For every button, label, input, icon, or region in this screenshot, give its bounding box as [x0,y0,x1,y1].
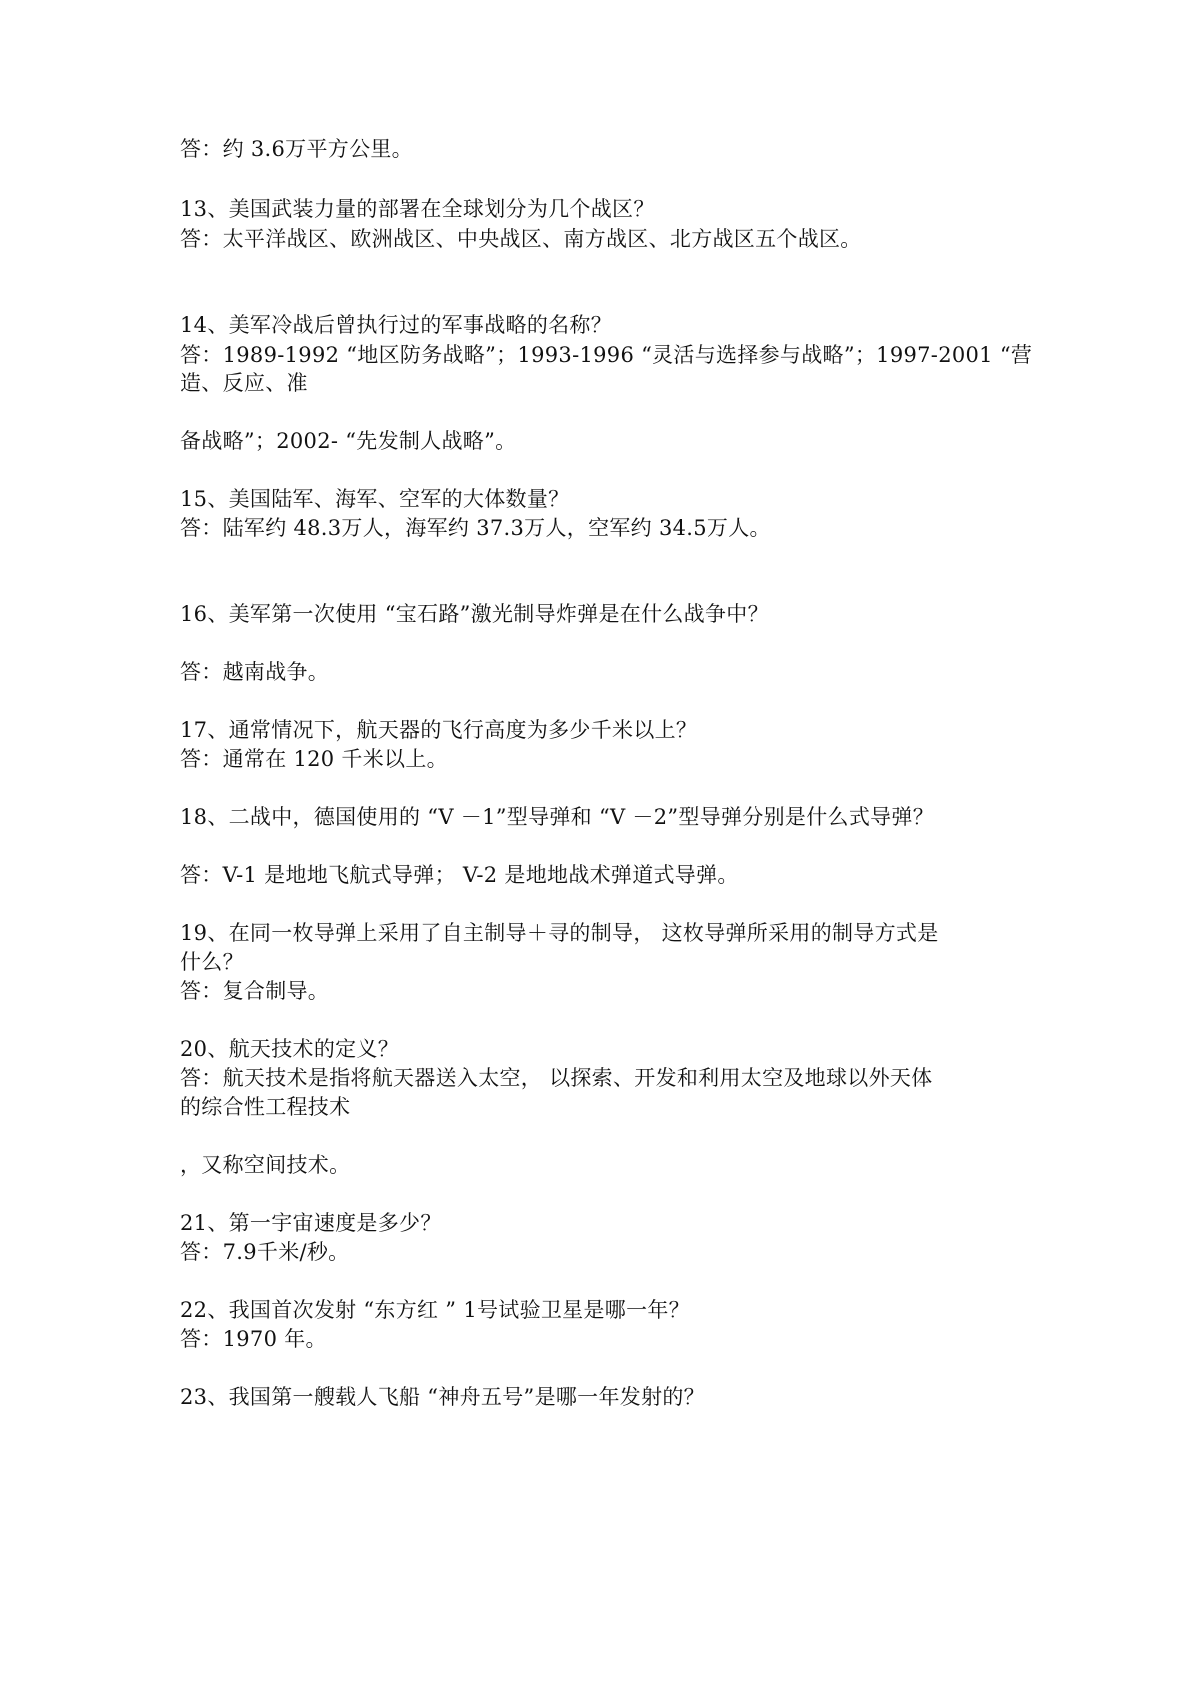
question-19-line-2: 什么？ [180,950,244,974]
answer-16: 答：越南战争。 [180,660,330,684]
answer-14-line-3: 备战略”；2002- “先发制人战略”。 [180,429,517,453]
answer-20-line-2: 的综合性工程技术 [180,1095,351,1119]
answer-13: 答：太平洋战区、欧洲战区、中央战区、南方战区、北方战区五个战区。 [180,227,862,251]
question-19-line-1: 19、在同一枚导弹上采用了自主制导＋寻的制导， 这枚导弹所采用的制导方式是 [180,921,939,945]
answer-21: 答：7.9千米/秒。 [180,1240,350,1264]
question-15: 15、美国陆军、海军、空军的大体数量？ [180,487,570,511]
question-21: 21、第一宇宙速度是多少？ [180,1211,442,1235]
question-18: 18、二战中，德国使用的 “V －1”型导弹和 “V －2”型导弹分别是什么式导弹？ [180,805,935,829]
answer-20-line-3: ，又称空间技术。 [180,1153,351,1177]
question-23: 23、我国第一艘载人飞船 “神舟五号”是哪一年发射的？ [180,1385,705,1409]
answer-18: 答：V-1 是地地飞航式导弹； V-2 是地地战术弹道式导弹。 [180,863,739,887]
answer-19: 答：复合制导。 [180,979,330,1003]
answer-22: 答：1970 年。 [180,1327,327,1351]
answer-12: 答：约 3.6万平方公里。 [180,137,413,161]
answer-17: 答：通常在 120 千米以上。 [180,747,448,771]
question-17: 17、通常情况下，航天器的飞行高度为多少千米以上？ [180,718,698,742]
answer-20-line-1: 答：航天技术是指将航天器送入太空， 以探索、开发和利用太空及地球以外天体 [180,1066,933,1090]
answer-14-line-2: 造、反应、准 [180,371,308,395]
question-13: 13、美国武装力量的部署在全球划分为几个战区？ [180,197,655,221]
question-16: 16、美军第一次使用 “宝石路”激光制导炸弹是在什么战争中？ [180,602,769,626]
answer-15: 答：陆军约 48.3万人，海军约 37.3万人，空军约 34.5万人。 [180,516,771,540]
question-14: 14、美军冷战后曾执行过的军事战略的名称？ [180,313,613,337]
question-20: 20、航天技术的定义？ [180,1037,400,1061]
question-22: 22、我国首次发射 “东方红 ” 1号试验卫星是哪一年？ [180,1298,690,1322]
answer-14-line-1: 答：1989-1992 “地区防务战略”；1993-1996 “灵活与选择参与战略”；1997-2001 “营 [180,343,1033,367]
